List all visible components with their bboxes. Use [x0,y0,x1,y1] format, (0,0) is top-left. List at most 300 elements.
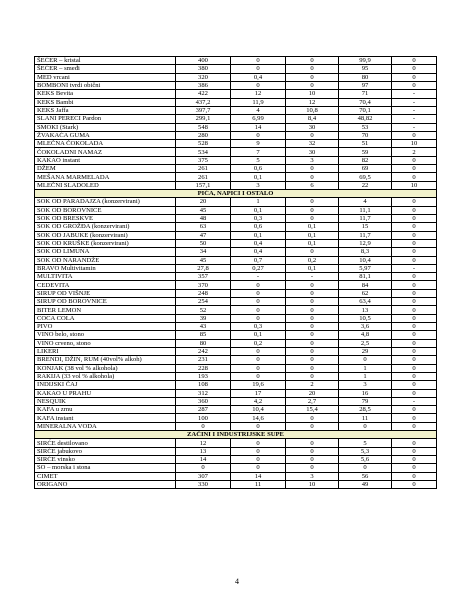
value-cell: 30 [286,123,339,131]
value-cell: 422 [176,90,231,98]
value-cell: 79 [339,397,392,405]
value-cell: 4 [231,106,286,114]
food-name-cell: SIRUP OD BOROVNICE [35,298,176,306]
value-cell: 0 [231,289,286,297]
value-cell: 0 [392,364,437,372]
value-cell: 0 [286,347,339,355]
value-cell: 3,6 [339,323,392,331]
value-cell: 70 [339,131,392,139]
food-name-cell: MINERALNA VODA [35,422,176,430]
food-name-cell: SLANI PERECI Pardon [35,115,176,123]
value-cell: 0 [286,439,339,447]
food-name-cell: MLEČNA ČOKOLADA [35,140,176,148]
value-cell: 10 [392,140,437,148]
value-cell: 0,6 [231,223,286,231]
value-cell: 11,9 [231,98,286,106]
food-name-cell: KAFA u zrnu [35,406,176,414]
food-name-cell: SIRĆE destilovano [35,439,176,447]
table-row [35,356,437,364]
food-name-cell: KONJAK (38 vol % alkohola) [35,364,176,372]
value-cell: 51 [339,140,392,148]
value-cell: 0 [286,331,339,339]
table-row [35,106,437,114]
table-row [35,289,437,297]
value-cell: 0 [392,464,437,472]
value-cell: 0 [286,165,339,173]
value-cell: 3 [286,156,339,164]
value-cell: 0 [392,256,437,264]
value-cell: 0,6 [231,165,286,173]
value-cell: 0,4 [231,248,286,256]
food-name-cell: MED vrcani [35,73,176,81]
food-name-cell: SOK OD PARADAJZA (konzervirani) [35,198,176,206]
value-cell: 0 [392,173,437,181]
value-cell: 0,1 [286,239,339,247]
value-cell: 10,8 [286,106,339,114]
table-row [35,123,437,131]
value-cell: 0 [392,339,437,347]
value-cell: 0 [392,389,437,397]
value-cell: 0 [392,456,437,464]
value-cell: - [392,90,437,98]
value-cell: 0 [286,198,339,206]
table-row [35,57,437,65]
table-row [35,223,437,231]
value-cell: 0,4 [231,239,286,247]
food-name-cell: CEDEVITA [35,281,176,289]
value-cell: 248 [176,289,231,297]
value-cell: 0 [392,306,437,314]
food-name-cell: BRENDI, DŽIN, RUM (40vol% alkoh) [35,356,176,364]
table-row [35,456,437,464]
value-cell: 0 [392,273,437,281]
food-name-cell: KAKAO U PRAHU [35,389,176,397]
table-row [35,397,437,405]
value-cell: 70,1 [339,106,392,114]
value-cell: 0 [231,65,286,73]
value-cell: 8,4 [286,115,339,123]
value-cell: 13 [176,447,231,455]
value-cell: 4,8 [339,331,392,339]
value-cell: 81,1 [339,273,392,281]
table-row [35,181,437,189]
value-cell: - [231,273,286,281]
value-cell: 0 [231,298,286,306]
table-row [35,323,437,331]
value-cell: 5 [339,439,392,447]
table-row [35,472,437,480]
food-name-cell: SOK OD NARANDŽE [35,256,176,264]
food-name-cell: ŠEĆER – smeđi [35,65,176,73]
value-cell: 157,1 [176,181,231,189]
value-cell: 0 [392,406,437,414]
value-cell: 0 [392,198,437,206]
table-row [35,464,437,472]
value-cell: 85 [176,331,231,339]
value-cell: 3 [231,181,286,189]
value-cell: 0 [392,214,437,222]
value-cell: 0 [286,206,339,214]
value-cell: 193 [176,372,231,380]
value-cell: 108 [176,381,231,389]
food-name-cell: MEŠANA MARMELADA [35,173,176,181]
food-name-cell: SOK OD GROŽĐA (konzervirani) [35,223,176,231]
value-cell: 0 [286,81,339,89]
food-name-cell: KEKS Bevita [35,90,176,98]
value-cell: 11,7 [339,214,392,222]
value-cell: 397,7 [176,106,231,114]
value-cell: 3 [286,472,339,480]
value-cell: 59 [339,148,392,156]
value-cell: 0 [286,131,339,139]
food-name-cell: SOK OD BOROVNICE [35,206,176,214]
value-cell: 0 [392,239,437,247]
food-name-cell: KAKAO instant [35,156,176,164]
nutrition-table-body [35,57,437,489]
value-cell: 0 [392,414,437,422]
value-cell: 0 [286,289,339,297]
value-cell: 0 [392,223,437,231]
value-cell: 0,2 [231,339,286,347]
value-cell: 0,1 [286,223,339,231]
value-cell: 2,5 [339,339,392,347]
value-cell: 437,2 [176,98,231,106]
value-cell: 0 [231,356,286,364]
value-cell: 19,6 [231,381,286,389]
value-cell: 0 [231,281,286,289]
food-name-cell: ŠEĆER – kristal [35,57,176,65]
table-row [35,239,437,247]
table-row [35,331,437,339]
value-cell: 0 [286,364,339,372]
value-cell: 11 [339,414,392,422]
table-row [35,90,437,98]
food-name-cell: ŽVAKAĆA GUMA [35,131,176,139]
value-cell: 0 [231,131,286,139]
value-cell: 15,4 [286,406,339,414]
value-cell: 0 [286,372,339,380]
table-row [35,173,437,181]
value-cell: 2 [392,148,437,156]
table-row [35,281,437,289]
value-cell: 0,7 [231,256,286,264]
value-cell: 0 [231,314,286,322]
value-cell: 0 [176,464,231,472]
value-cell: 261 [176,165,231,173]
food-name-cell: VINO belo, stono [35,331,176,339]
value-cell: 12 [231,90,286,98]
value-cell: 10,4 [231,406,286,414]
value-cell: 12 [286,98,339,106]
value-cell: 0 [286,356,339,364]
food-name-cell: VINO crveno, stono [35,339,176,347]
food-name-cell: ORIGANO [35,480,176,488]
section-heading: PIĆA, NAPICI I OSTALO [35,190,437,198]
value-cell: 0 [339,464,392,472]
value-cell: 80 [176,339,231,347]
food-name-cell: KAFA instant [35,414,176,422]
value-cell: 370 [176,281,231,289]
table-row [35,148,437,156]
value-cell: - [392,98,437,106]
food-name-cell: CIMET [35,472,176,480]
value-cell: 0 [392,81,437,89]
value-cell: 0 [286,414,339,422]
value-cell: 0,2 [286,256,339,264]
food-name-cell: BITER LEMON [35,306,176,314]
value-cell: 0 [286,447,339,455]
table-row [35,73,437,81]
value-cell: 48,82 [339,115,392,123]
table-row [35,422,437,430]
food-name-cell: ČOKOLADNI NAMAZ [35,148,176,156]
value-cell: 0 [231,364,286,372]
value-cell: 0,1 [286,264,339,272]
value-cell: - [392,106,437,114]
value-cell: - [392,397,437,405]
value-cell: 43 [176,323,231,331]
value-cell: 0 [392,281,437,289]
value-cell: 0,3 [231,323,286,331]
value-cell: 22 [339,181,392,189]
food-name-cell: BRAVO Multivitamin [35,264,176,272]
value-cell: 254 [176,298,231,306]
table-row [35,339,437,347]
value-cell: 0 [231,81,286,89]
value-cell: 10 [286,90,339,98]
table-row [35,381,437,389]
value-cell: 52 [176,306,231,314]
value-cell: 0 [392,472,437,480]
table-row [35,298,437,306]
value-cell: 48 [176,214,231,222]
table-row [35,347,437,355]
food-name-cell: SIRĆE jabukovo [35,447,176,455]
table-row [35,231,437,239]
value-cell: 14,6 [231,414,286,422]
value-cell: 0 [231,447,286,455]
value-cell: 14 [176,456,231,464]
value-cell: 30 [286,148,339,156]
value-cell: 0 [286,173,339,181]
section-heading: ZAČINI I INDUSTRIJSKE SUPE [35,431,437,439]
value-cell: 0,1 [286,231,339,239]
value-cell: 0 [392,381,437,389]
table-row [35,198,437,206]
table-row [35,206,437,214]
value-cell: 0 [392,447,437,455]
value-cell: 0 [286,281,339,289]
value-cell: 280 [176,131,231,139]
value-cell: 0 [286,73,339,81]
value-cell: 5 [231,156,286,164]
value-cell: 0 [339,422,392,430]
food-name-cell: SOK OD KRUŠKE (konzervirani) [35,239,176,247]
value-cell: 0 [286,464,339,472]
value-cell: - [392,115,437,123]
value-cell: 0 [286,214,339,222]
value-cell: 0 [231,456,286,464]
table-row [35,256,437,264]
table-row [35,306,437,314]
value-cell: 0 [392,65,437,73]
value-cell: 0 [392,331,437,339]
food-name-cell: SOK OD BRESKVE [35,214,176,222]
value-cell: 0 [392,422,437,430]
value-cell: 0,1 [231,173,286,181]
table-row [35,165,437,173]
table-row [35,389,437,397]
table-row [35,65,437,73]
value-cell: 0 [286,456,339,464]
value-cell: 0 [231,422,286,430]
value-cell: 0 [392,131,437,139]
table-row [35,480,437,488]
value-cell: 10,4 [339,256,392,264]
value-cell: 0 [286,339,339,347]
value-cell: 53 [339,123,392,131]
value-cell: 9 [231,140,286,148]
value-cell: 400 [176,57,231,65]
value-cell: 20 [286,389,339,397]
food-name-cell: RAKIJA (33 vol % alkohola) [35,372,176,380]
value-cell: 10 [286,480,339,488]
value-cell: 0,27 [231,264,286,272]
value-cell: 0 [392,323,437,331]
value-cell: 6,99 [231,115,286,123]
value-cell: 0 [392,298,437,306]
value-cell: 2 [286,381,339,389]
value-cell: 0 [286,422,339,430]
table-row [35,156,437,164]
table-row [35,439,437,447]
food-name-cell: MLEČNI SLADOLED [35,181,176,189]
table-row [35,372,437,380]
value-cell: 3 [339,381,392,389]
food-name-cell: BOMBONI tvrdi obični [35,81,176,89]
value-cell: 50 [176,239,231,247]
value-cell: 0 [392,57,437,65]
nutrition-table [34,56,437,489]
value-cell: 62 [339,289,392,297]
value-cell: 63,4 [339,298,392,306]
value-cell: 56 [339,472,392,480]
value-cell: 242 [176,347,231,355]
value-cell: 360 [176,397,231,405]
value-cell: 45 [176,256,231,264]
value-cell: 4 [339,198,392,206]
table-row [35,214,437,222]
value-cell: 0 [231,372,286,380]
table-row [35,264,437,272]
value-cell: 13 [339,306,392,314]
value-cell: 261 [176,173,231,181]
section-header-row [35,190,437,198]
table-row [35,447,437,455]
value-cell: 20 [176,198,231,206]
value-cell: 63 [176,223,231,231]
value-cell: 0,1 [231,206,286,214]
value-cell: 16 [339,389,392,397]
value-cell: 0 [392,206,437,214]
value-cell: 0 [392,314,437,322]
value-cell: 1 [339,364,392,372]
value-cell: 320 [176,73,231,81]
value-cell: 0 [392,356,437,364]
value-cell: 12 [176,439,231,447]
value-cell: 0 [231,306,286,314]
value-cell: - [392,123,437,131]
value-cell: - [286,273,339,281]
section-header-row [35,431,437,439]
value-cell: 0 [286,306,339,314]
value-cell: 95 [339,65,392,73]
value-cell: 0 [286,314,339,322]
value-cell: 5,97 [339,264,392,272]
value-cell: 6 [286,181,339,189]
value-cell: 70,4 [339,98,392,106]
food-name-cell: COCA COLA [35,314,176,322]
value-cell: 0 [286,65,339,73]
value-cell: 28,5 [339,406,392,414]
value-cell: 34 [176,248,231,256]
value-cell: 11,7 [339,231,392,239]
value-cell: 80 [339,73,392,81]
value-cell: 0 [392,372,437,380]
value-cell: - [392,264,437,272]
value-cell: 1 [339,372,392,380]
value-cell: 5,6 [339,456,392,464]
value-cell: 228 [176,364,231,372]
value-cell: 100 [176,414,231,422]
table-row [35,131,437,139]
value-cell: 14 [231,472,286,480]
value-cell: 69 [339,165,392,173]
value-cell: 0 [392,231,437,239]
value-cell: 99,9 [339,57,392,65]
value-cell: 231 [176,356,231,364]
value-cell: 312 [176,389,231,397]
value-cell: 0 [231,439,286,447]
food-name-cell: SO – morska i stona [35,464,176,472]
value-cell: 0 [286,248,339,256]
food-name-cell: SIRĆE vinsko [35,456,176,464]
value-cell: 5,3 [339,447,392,455]
value-cell: 0 [176,422,231,430]
food-name-cell: SIRUP OD VIŠNJE [35,289,176,297]
food-name-cell: LIKERI [35,347,176,355]
value-cell: 0 [392,480,437,488]
value-cell: 11 [231,480,286,488]
value-cell: 357 [176,273,231,281]
value-cell: 0 [231,464,286,472]
value-cell: 0 [231,57,286,65]
table-row [35,406,437,414]
value-cell: 17 [231,389,286,397]
value-cell: 0,1 [231,231,286,239]
value-cell: 29 [339,347,392,355]
value-cell: 10,5 [339,314,392,322]
value-cell: 0 [286,57,339,65]
value-cell: 548 [176,123,231,131]
value-cell: 0 [392,156,437,164]
value-cell: 11,1 [339,206,392,214]
food-name-cell: PIVO [35,323,176,331]
value-cell: 0 [231,347,286,355]
value-cell: 82 [339,156,392,164]
value-cell: 0 [286,298,339,306]
food-name-cell: KEKS Jaffa [35,106,176,114]
